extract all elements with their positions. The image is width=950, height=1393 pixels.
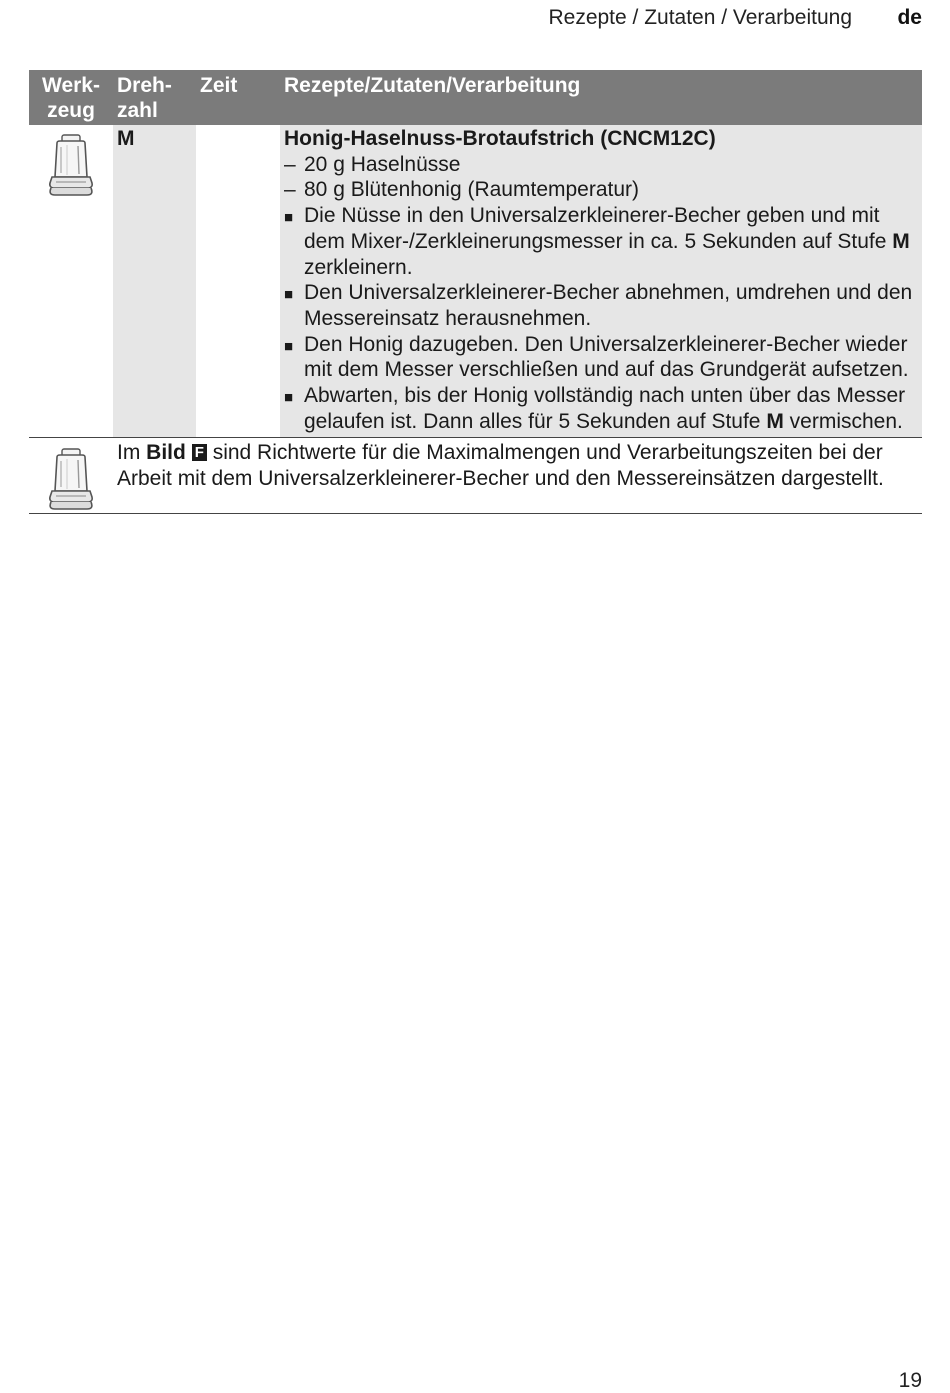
universal-chopper-cup-icon	[45, 447, 97, 511]
header-recipe: Rezepte/Zutaten/Verarbeitung	[284, 74, 581, 97]
header-language: de	[897, 6, 922, 29]
square-bullet-icon: ■	[284, 337, 294, 355]
note-text: Im Bild F sind Richtwerte für die Maximalmengen und Verarbeitungszeiten bei der Arbeit mit dem Universalzerkleinerer-Becher und den Messereinsätzen dargestellt.	[117, 441, 884, 491]
step-item: ■ Abwarten, bis der Honig vollständig nach unten über das Messer gelaufen ist. Dann alles für 5 Sekunden auf Stufe M vermischen.	[284, 384, 906, 433]
square-bullet-icon: ■	[284, 286, 294, 304]
square-bullet-icon: ■	[284, 209, 294, 227]
tool-cell	[29, 438, 113, 511]
recipe-title: Honig-Haselnuss-Brotaufstrich (CNCM12C)	[284, 127, 716, 150]
page-number: 19	[898, 1369, 922, 1392]
time-cell	[196, 125, 280, 437]
header-speed: Dreh- zahl	[117, 74, 172, 122]
recipe-cell	[280, 125, 922, 437]
universal-chopper-cup-icon	[45, 133, 97, 197]
table-row	[29, 125, 922, 438]
table-row	[29, 438, 922, 514]
step-item: ■ Die Nüsse in den Universalzerkleinerer-Becher geben und mit dem Mixer-/Zerkleinerungsmesser in ca. 5 Sekunden auf Stufe M zerkleinern.	[284, 204, 910, 279]
tool-cell	[29, 125, 113, 437]
table-header	[29, 70, 922, 125]
figure-label-badge: F	[192, 444, 207, 461]
speed-cell: M	[113, 125, 196, 437]
step-item: ■ Den Honig dazugeben. Den Universalzerkleinerer-Becher wieder mit dem Messer verschließen und auf das Grundgerät aufsetzen.	[284, 332, 909, 382]
step-item: ■ Den Universalzerkleinerer-Becher abnehmen, umdrehen und den Messereinsatz herausnehmen.	[284, 281, 913, 330]
ingredient-item: – 80 g Blütenhonig (Raumtemperatur)	[284, 178, 640, 202]
header-time: Zeit	[200, 74, 238, 97]
square-bullet-icon: ■	[284, 389, 294, 407]
recipe-table	[29, 70, 922, 514]
ingredient-item: – 20 g Haselnüsse	[284, 152, 461, 176]
header-tool: Werk- zeug	[42, 74, 100, 122]
header-section-title: Rezepte / Zutaten / Verarbeitung	[548, 6, 852, 29]
